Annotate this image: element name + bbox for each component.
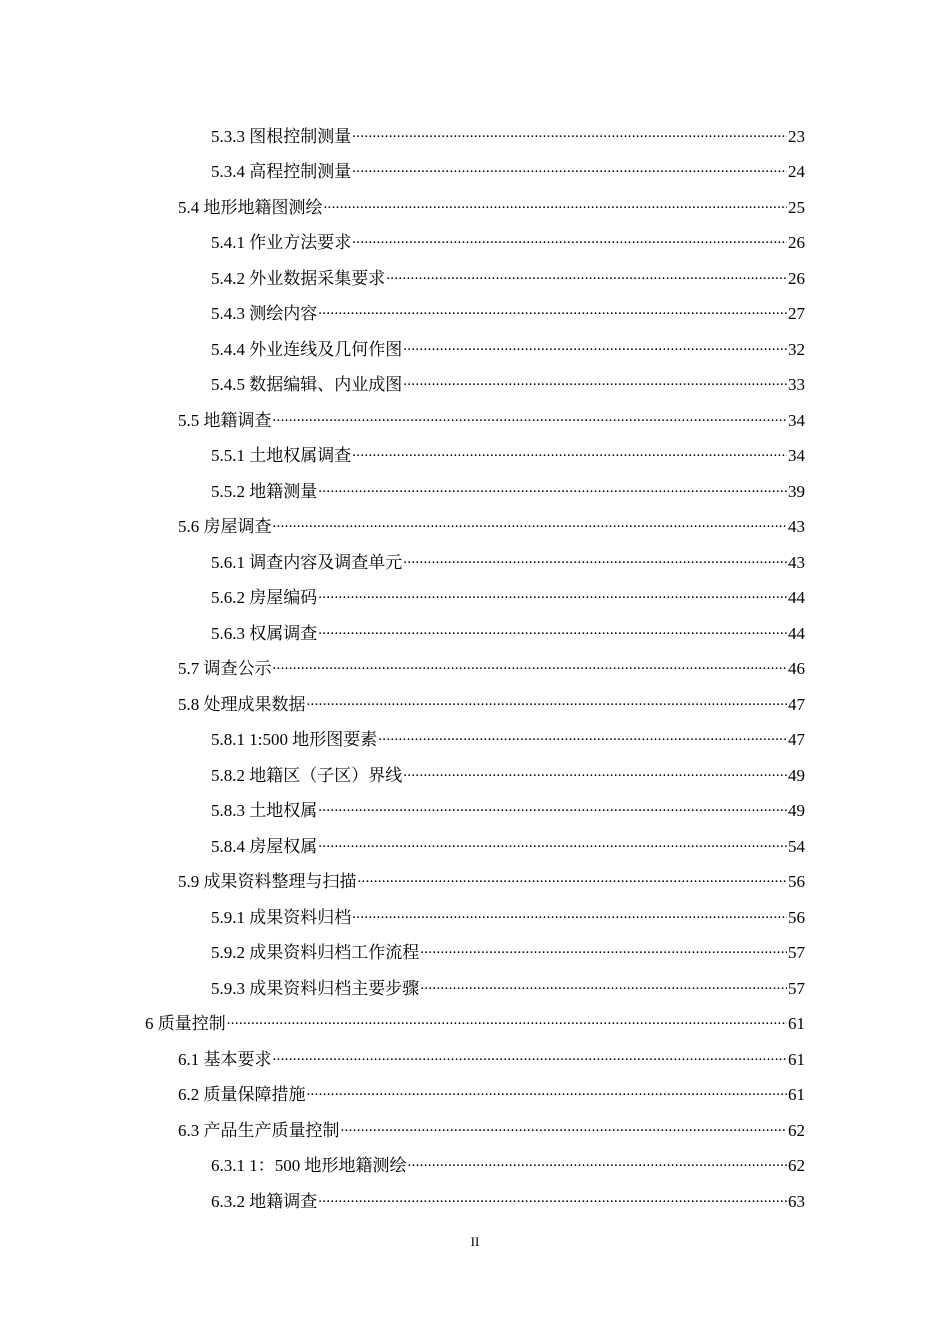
toc-entry-title: 6.3.1 1：500 地形地籍测绘 bbox=[211, 1156, 407, 1176]
toc-entry[interactable] bbox=[0, 297, 950, 333]
dot-leader bbox=[273, 410, 788, 426]
toc-entry-line bbox=[178, 1084, 805, 1106]
dot-leader bbox=[378, 729, 787, 745]
toc-entry[interactable] bbox=[0, 723, 950, 759]
toc-entry-title: 5.5 地籍调查 bbox=[178, 410, 272, 430]
toc-entry-line bbox=[211, 1155, 805, 1177]
toc-entry-title: 5.6.1 调查内容及调查单元 bbox=[211, 552, 403, 572]
toc-entry-page-number: 56 bbox=[788, 907, 805, 927]
toc-entry-page-number: 24 bbox=[788, 162, 805, 182]
table-of-contents bbox=[0, 119, 950, 1220]
toc-entry-page-number: 61 bbox=[788, 1049, 805, 1069]
dot-leader bbox=[352, 161, 787, 177]
toc-entry[interactable] bbox=[0, 368, 950, 404]
toc-entry-line bbox=[178, 516, 805, 538]
toc-entry-line bbox=[211, 623, 805, 645]
dot-leader bbox=[307, 1084, 788, 1100]
toc-entry-page-number: 27 bbox=[788, 304, 805, 324]
dot-leader bbox=[318, 623, 787, 639]
toc-entry[interactable] bbox=[0, 190, 950, 226]
toc-entry-title: 6.1 基本要求 bbox=[178, 1049, 272, 1069]
toc-entry-line bbox=[211, 765, 805, 787]
toc-entry-title: 5.6.3 权属调查 bbox=[211, 623, 318, 643]
dot-leader bbox=[403, 374, 787, 390]
toc-entry-line bbox=[178, 694, 805, 716]
toc-entry-title: 5.5.2 地籍测量 bbox=[211, 481, 318, 501]
dot-leader bbox=[352, 232, 787, 248]
toc-entry-page-number: 43 bbox=[788, 552, 805, 572]
toc-entry[interactable] bbox=[0, 474, 950, 510]
dot-leader bbox=[318, 836, 787, 852]
toc-entry[interactable] bbox=[0, 936, 950, 972]
toc-entry-title: 5.8.2 地籍区（子区）界线 bbox=[211, 765, 403, 785]
toc-entry-title: 5.6.2 房屋编码 bbox=[211, 588, 318, 608]
toc-entry-title: 5.8.4 房屋权属 bbox=[211, 836, 318, 856]
toc-entry[interactable] bbox=[0, 119, 950, 155]
toc-entry-page-number: 62 bbox=[788, 1120, 805, 1140]
toc-entry-page-number: 39 bbox=[788, 481, 805, 501]
toc-entry-title: 5.5.1 土地权属调查 bbox=[211, 446, 352, 466]
toc-entry[interactable] bbox=[0, 1113, 950, 1149]
toc-entry-line bbox=[178, 871, 805, 893]
toc-entry-page-number: 63 bbox=[788, 1191, 805, 1211]
dot-leader bbox=[324, 197, 788, 213]
toc-entry-page-number: 33 bbox=[788, 375, 805, 395]
toc-entry-line bbox=[211, 836, 805, 858]
toc-entry-line bbox=[178, 1049, 805, 1071]
dot-leader bbox=[273, 658, 788, 674]
toc-entry[interactable] bbox=[0, 758, 950, 794]
toc-entry-page-number: 44 bbox=[788, 623, 805, 643]
toc-entry-line bbox=[211, 800, 805, 822]
toc-entry[interactable] bbox=[0, 652, 950, 688]
dot-leader bbox=[408, 1155, 788, 1171]
toc-entry-line bbox=[211, 1191, 805, 1213]
toc-entry-page-number: 25 bbox=[788, 197, 805, 217]
toc-entry-page-number: 34 bbox=[788, 410, 805, 430]
toc-entry-title: 6 质量控制 bbox=[145, 1014, 226, 1034]
toc-entry[interactable] bbox=[0, 865, 950, 901]
toc-entry[interactable] bbox=[0, 971, 950, 1007]
toc-entry-page-number: 43 bbox=[788, 517, 805, 537]
toc-entry[interactable] bbox=[0, 1042, 950, 1078]
toc-entry-line bbox=[145, 1013, 805, 1035]
toc-entry-title: 6.3 产品生产质量控制 bbox=[178, 1120, 340, 1140]
toc-entry-page-number: 23 bbox=[788, 126, 805, 146]
dot-leader bbox=[318, 303, 787, 319]
toc-entry-line bbox=[211, 907, 805, 929]
toc-entry[interactable] bbox=[0, 545, 950, 581]
dot-leader bbox=[420, 978, 787, 994]
toc-entry[interactable] bbox=[0, 403, 950, 439]
toc-entry-title: 5.3.4 高程控制测量 bbox=[211, 162, 352, 182]
toc-entry-title: 5.9.3 成果资料归档主要步骤 bbox=[211, 978, 420, 998]
toc-entry-line bbox=[211, 978, 805, 1000]
toc-entry-title: 5.4.4 外业连线及几何作图 bbox=[211, 339, 403, 359]
toc-entry-page-number: 26 bbox=[788, 268, 805, 288]
toc-entry-line bbox=[178, 1120, 805, 1142]
toc-entry-title: 5.8.3 土地权属 bbox=[211, 801, 318, 821]
toc-entry-title: 5.7 调查公示 bbox=[178, 659, 272, 679]
dot-leader bbox=[403, 765, 787, 781]
dot-leader bbox=[341, 1120, 788, 1136]
toc-entry-line bbox=[211, 445, 805, 467]
toc-entry[interactable] bbox=[0, 581, 950, 617]
toc-entry-page-number: 32 bbox=[788, 339, 805, 359]
toc-entry-line bbox=[211, 552, 805, 574]
toc-entry-title: 6.2 质量保障措施 bbox=[178, 1085, 306, 1105]
page-number: II bbox=[470, 1234, 480, 1249]
dot-leader bbox=[352, 126, 787, 142]
toc-entry-line bbox=[211, 126, 805, 148]
dot-leader bbox=[358, 871, 788, 887]
dot-leader bbox=[420, 942, 787, 958]
dot-leader bbox=[318, 481, 787, 497]
dot-leader bbox=[403, 552, 787, 568]
toc-entry[interactable] bbox=[0, 1149, 950, 1185]
dot-leader bbox=[403, 339, 787, 355]
toc-entry-page-number: 34 bbox=[788, 446, 805, 466]
toc-entry-page-number: 26 bbox=[788, 233, 805, 253]
toc-entry-page-number: 49 bbox=[788, 765, 805, 785]
toc-entry-line bbox=[211, 587, 805, 609]
toc-entry[interactable] bbox=[0, 829, 950, 865]
toc-entry-page-number: 57 bbox=[788, 978, 805, 998]
toc-entry-page-number: 56 bbox=[788, 872, 805, 892]
toc-entry[interactable] bbox=[0, 1007, 950, 1043]
toc-entry[interactable] bbox=[0, 261, 950, 297]
toc-entry-page-number: 62 bbox=[788, 1156, 805, 1176]
toc-entry-page-number: 61 bbox=[788, 1014, 805, 1034]
toc-entry-line bbox=[211, 268, 805, 290]
toc-entry-title: 5.4.5 数据编辑、内业成图 bbox=[211, 375, 403, 395]
toc-entry-line bbox=[211, 339, 805, 361]
toc-entry-title: 5.4.3 测绘内容 bbox=[211, 304, 318, 324]
toc-entry[interactable] bbox=[0, 1184, 950, 1220]
toc-entry-line bbox=[178, 658, 805, 680]
toc-entry[interactable] bbox=[0, 332, 950, 368]
dot-leader bbox=[352, 907, 787, 923]
toc-entry-title: 5.8 处理成果数据 bbox=[178, 694, 306, 714]
dot-leader bbox=[318, 800, 787, 816]
toc-entry-title: 5.9.1 成果资料归档 bbox=[211, 907, 352, 927]
toc-entry-title: 5.4 地形地籍图测绘 bbox=[178, 197, 323, 217]
toc-entry[interactable] bbox=[0, 155, 950, 191]
dot-leader bbox=[318, 587, 787, 603]
toc-entry-line bbox=[211, 374, 805, 396]
toc-entry-line bbox=[211, 942, 805, 964]
toc-entry[interactable] bbox=[0, 616, 950, 652]
toc-entry-title: 5.4.1 作业方法要求 bbox=[211, 233, 352, 253]
toc-entry-page-number: 44 bbox=[788, 588, 805, 608]
dot-leader bbox=[273, 516, 788, 532]
toc-entry-page-number: 47 bbox=[788, 694, 805, 714]
toc-entry-title: 5.4.2 外业数据采集要求 bbox=[211, 268, 386, 288]
toc-entry-line bbox=[211, 481, 805, 503]
toc-entry[interactable] bbox=[0, 1078, 950, 1114]
toc-entry[interactable] bbox=[0, 794, 950, 830]
dot-leader bbox=[273, 1049, 788, 1065]
toc-entry-page-number: 46 bbox=[788, 659, 805, 679]
toc-entry[interactable] bbox=[0, 900, 950, 936]
toc-entry-title: 5.9 成果资料整理与扫描 bbox=[178, 872, 357, 892]
toc-entry-title: 5.6 房屋调查 bbox=[178, 517, 272, 537]
toc-entry-page-number: 61 bbox=[788, 1085, 805, 1105]
dot-leader bbox=[352, 445, 787, 461]
toc-entry-line bbox=[211, 161, 805, 183]
toc-entry[interactable] bbox=[0, 439, 950, 475]
toc-entry-title: 5.3.3 图根控制测量 bbox=[211, 126, 352, 146]
toc-entry-page-number: 49 bbox=[788, 801, 805, 821]
toc-entry-title: 6.3.2 地籍调查 bbox=[211, 1191, 318, 1211]
toc-entry-line bbox=[211, 729, 805, 751]
toc-entry[interactable] bbox=[0, 226, 950, 262]
toc-entry-page-number: 47 bbox=[788, 730, 805, 750]
dot-leader bbox=[318, 1191, 787, 1207]
toc-entry-line bbox=[211, 232, 805, 254]
toc-entry-title: 5.8.1 1:500 地形图要素 bbox=[211, 730, 378, 750]
toc-entry-page-number: 57 bbox=[788, 943, 805, 963]
dot-leader bbox=[227, 1013, 787, 1029]
dot-leader bbox=[307, 694, 788, 710]
toc-entry-title: 5.9.2 成果资料归档工作流程 bbox=[211, 943, 420, 963]
toc-entry-page-number: 54 bbox=[788, 836, 805, 856]
toc-entry-line bbox=[178, 197, 805, 219]
toc-entry-line bbox=[178, 410, 805, 432]
toc-entry[interactable] bbox=[0, 510, 950, 546]
dot-leader bbox=[386, 268, 787, 284]
toc-entry-line bbox=[211, 303, 805, 325]
toc-entry[interactable] bbox=[0, 687, 950, 723]
